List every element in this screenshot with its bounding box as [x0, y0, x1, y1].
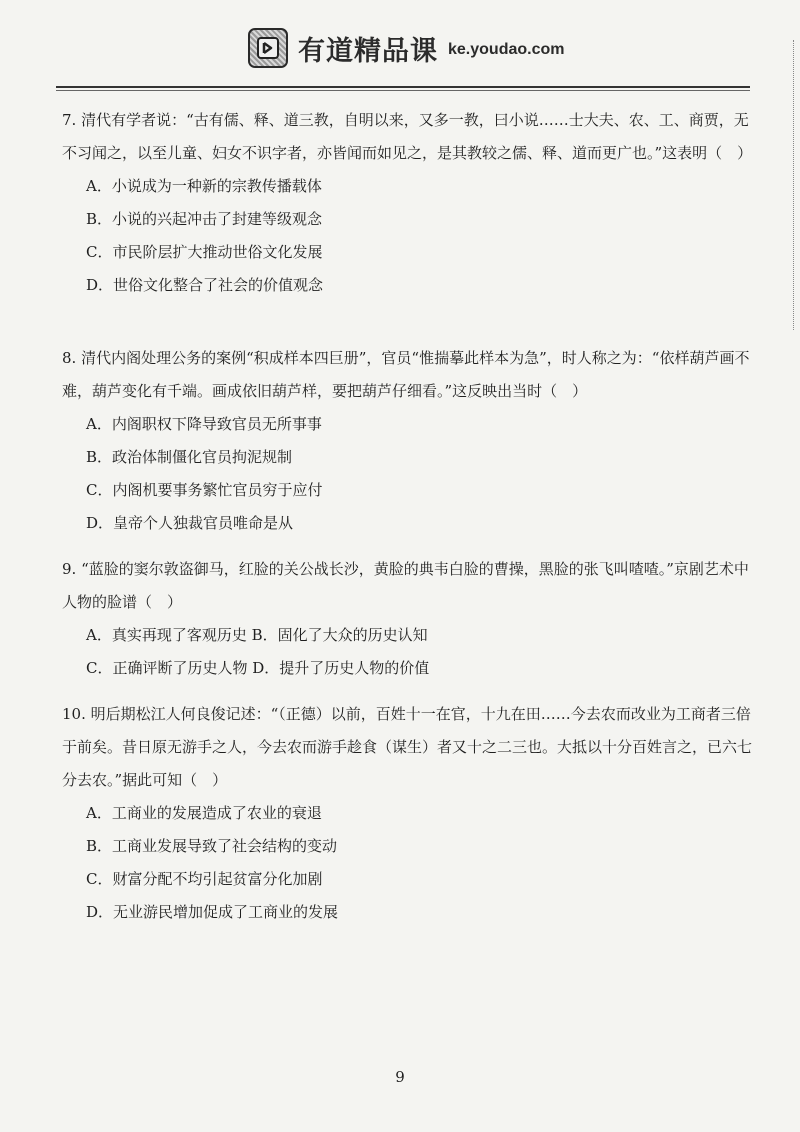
- youdao-logo-icon: [248, 28, 288, 68]
- question-number: 9.: [62, 560, 77, 578]
- question-stem: [62, 553, 752, 619]
- option-c: C．内阁机要事务繁忙官员穷于应付: [86, 481, 323, 499]
- question-8: [62, 342, 752, 540]
- question-10: [62, 698, 752, 929]
- question-9: [62, 553, 752, 685]
- question-text: “蓝脸的窦尔敦盗御马，红脸的关公战长沙，黄脸的典韦白脸的曹操，黑脸的张飞叫喳喳。”京剧艺术中人物的脸谱（ ）: [62, 560, 749, 611]
- option-d: D．无业游民增加促成了工商业的发展: [86, 903, 339, 921]
- header-rule-thin: [56, 90, 750, 91]
- question-number: 8.: [62, 349, 77, 367]
- question-number: 10.: [62, 705, 86, 723]
- question-number: 7.: [62, 111, 77, 129]
- site-url: ke.youdao.com: [448, 41, 565, 58]
- option-b: B．政治体制僵化官员拘泥规制: [86, 448, 293, 466]
- option-ab: A．真实再现了客观历史 B．固化了大众的历史认知: [86, 626, 428, 644]
- question-text: 清代有学者说：“古有儒、释、道三教，自明以来，又多一教，曰小说……士大夫、农、工、商贾，无不习闻之，以至儿童、妇女不识字者，亦皆闻而如见之，是其教较之儒、释、道而更广也。”这表明（ ）: [62, 111, 753, 162]
- page-number: 9: [395, 1068, 405, 1086]
- scan-edge-artifact: [793, 40, 794, 330]
- question-text: 明后期松江人何良俊记述：“（正德）以前，百姓十一在官，十九在田……今去农而改业为工商者三倍于前矣。昔日原无游手之人，今去农而游手趁食（谋生）者又十之二三也。大抵以十分百姓言之，已六七分去农。”据此可知（ ）: [62, 705, 753, 789]
- header-rule: [56, 86, 750, 88]
- question-stem: [62, 104, 752, 170]
- question-stem: [62, 698, 752, 797]
- option-c: C．财富分配不均引起贫富分化加剧: [86, 870, 323, 888]
- option-a: A．工商业的发展造成了农业的衰退: [86, 804, 322, 822]
- option-b: B．小说的兴起冲击了封建等级观念: [86, 210, 323, 228]
- option-b: B．工商业发展导致了社会结构的变动: [86, 837, 338, 855]
- question-7: [62, 104, 752, 302]
- question-text: 清代内阁处理公务的案例“积成样本四巨册”，官员“惟揣摹此样本为急”，时人称之为：“依样葫芦画不难，葫芦变化有千端。画成依旧葫芦样，要把葫芦仔细看。”这反映出当时（ ）: [62, 349, 750, 400]
- option-c: C．市民阶层扩大推动世俗文化发展: [86, 243, 323, 261]
- brand-name: 有道精品课: [298, 35, 438, 67]
- option-d: D．皇帝个人独裁官员唯命是从: [86, 514, 294, 532]
- option-cd: C．正确评断了历史人物 D．提升了历史人物的价值: [86, 659, 430, 677]
- option-d: D．世俗文化整合了社会的价值观念: [86, 276, 324, 294]
- option-a: A．内阁职权下降导致官员无所事事: [86, 415, 322, 433]
- page-header: [248, 20, 564, 76]
- option-a: A．小说成为一种新的宗教传播载体: [86, 177, 322, 195]
- question-stem: [62, 342, 752, 408]
